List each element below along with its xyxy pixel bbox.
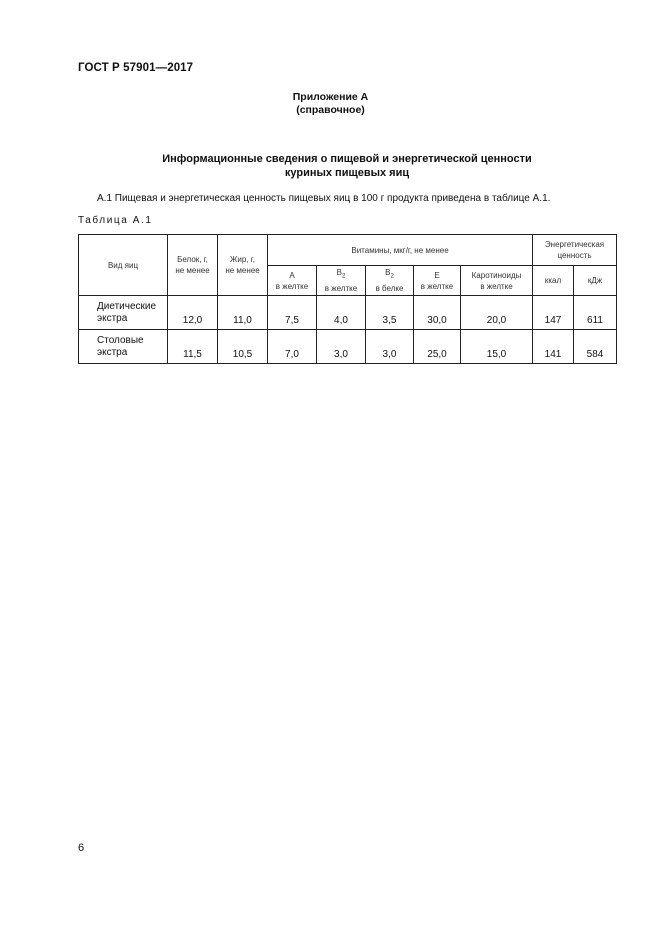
header-kj: кДж bbox=[574, 266, 617, 296]
cell-kj: 584 bbox=[574, 330, 617, 364]
appendix-title bbox=[0, 152, 661, 180]
cell-fat: 11,0 bbox=[218, 296, 268, 330]
cell-vitamin-b2-yolk: 3,0 bbox=[317, 330, 366, 364]
cell-vitamin-a: 7,0 bbox=[268, 330, 317, 364]
appendix-type: (справочное) bbox=[296, 104, 365, 116]
header-kcal: ккал bbox=[533, 266, 574, 296]
cell-vitamin-a: 7,5 bbox=[268, 296, 317, 330]
cell-kj: 611 bbox=[574, 296, 617, 330]
appendix-title-line-1: Информационные сведения о пищевой и энергетической ценности bbox=[162, 153, 532, 165]
header-vitamin-e: E в желтке bbox=[414, 266, 461, 296]
page-number: 6 bbox=[78, 842, 85, 854]
cell-carotenoids: 20,0 bbox=[461, 296, 533, 330]
cell-carotenoids: 15,0 bbox=[461, 330, 533, 364]
nutrition-table bbox=[78, 234, 617, 364]
header-vitamin-b2-white: $B_2$ в белке bbox=[366, 266, 414, 296]
table-caption: Таблица А.1 bbox=[78, 215, 153, 226]
cell-fat: 10,5 bbox=[218, 330, 268, 364]
header-protein: Белок, г, не менее bbox=[168, 235, 218, 296]
appendix-title-line-2: куриных пищевых яиц bbox=[284, 167, 410, 179]
header-egg-type: Вид яиц bbox=[79, 235, 168, 296]
table-row bbox=[79, 330, 617, 364]
intro-paragraph: А.1 Пищевая и энергетическая ценность пищевых яиц в 100 г продукта приведена в таблице А.1. bbox=[97, 193, 551, 204]
cell-vitamin-e: 30,0 bbox=[414, 296, 461, 330]
cell-vitamin-b2-yolk: 4,0 bbox=[317, 296, 366, 330]
row-egg-type: Столовые экстра bbox=[79, 330, 168, 364]
table-header-row-1 bbox=[79, 235, 617, 266]
standard-number: ГОСТ Р 57901—2017 bbox=[78, 62, 194, 74]
header-energy: Энергетическая ценность bbox=[533, 235, 617, 266]
header-vitamin-b2-yolk: $B_2$ в желтке bbox=[317, 266, 366, 296]
appendix-heading bbox=[0, 91, 661, 117]
cell-kcal: 147 bbox=[533, 296, 574, 330]
cell-vitamin-b2-white: 3,5 bbox=[366, 296, 414, 330]
appendix-label: Приложение А bbox=[292, 91, 369, 103]
cell-vitamin-b2-white: 3,0 bbox=[366, 330, 414, 364]
table-row bbox=[79, 296, 617, 330]
cell-kcal: 141 bbox=[533, 330, 574, 364]
cell-protein: 12,0 bbox=[168, 296, 218, 330]
cell-protein: 11,5 bbox=[168, 330, 218, 364]
header-vitamin-a: А в желтке bbox=[268, 266, 317, 296]
header-carotenoids: Каротиноиды в желтке bbox=[461, 266, 533, 296]
header-vitamins: Витамины, мкг/г, не менее bbox=[268, 235, 533, 266]
header-fat: Жир, г, не менее bbox=[218, 235, 268, 296]
cell-vitamin-e: 25,0 bbox=[414, 330, 461, 364]
row-egg-type: Диетические экстра bbox=[79, 296, 168, 330]
